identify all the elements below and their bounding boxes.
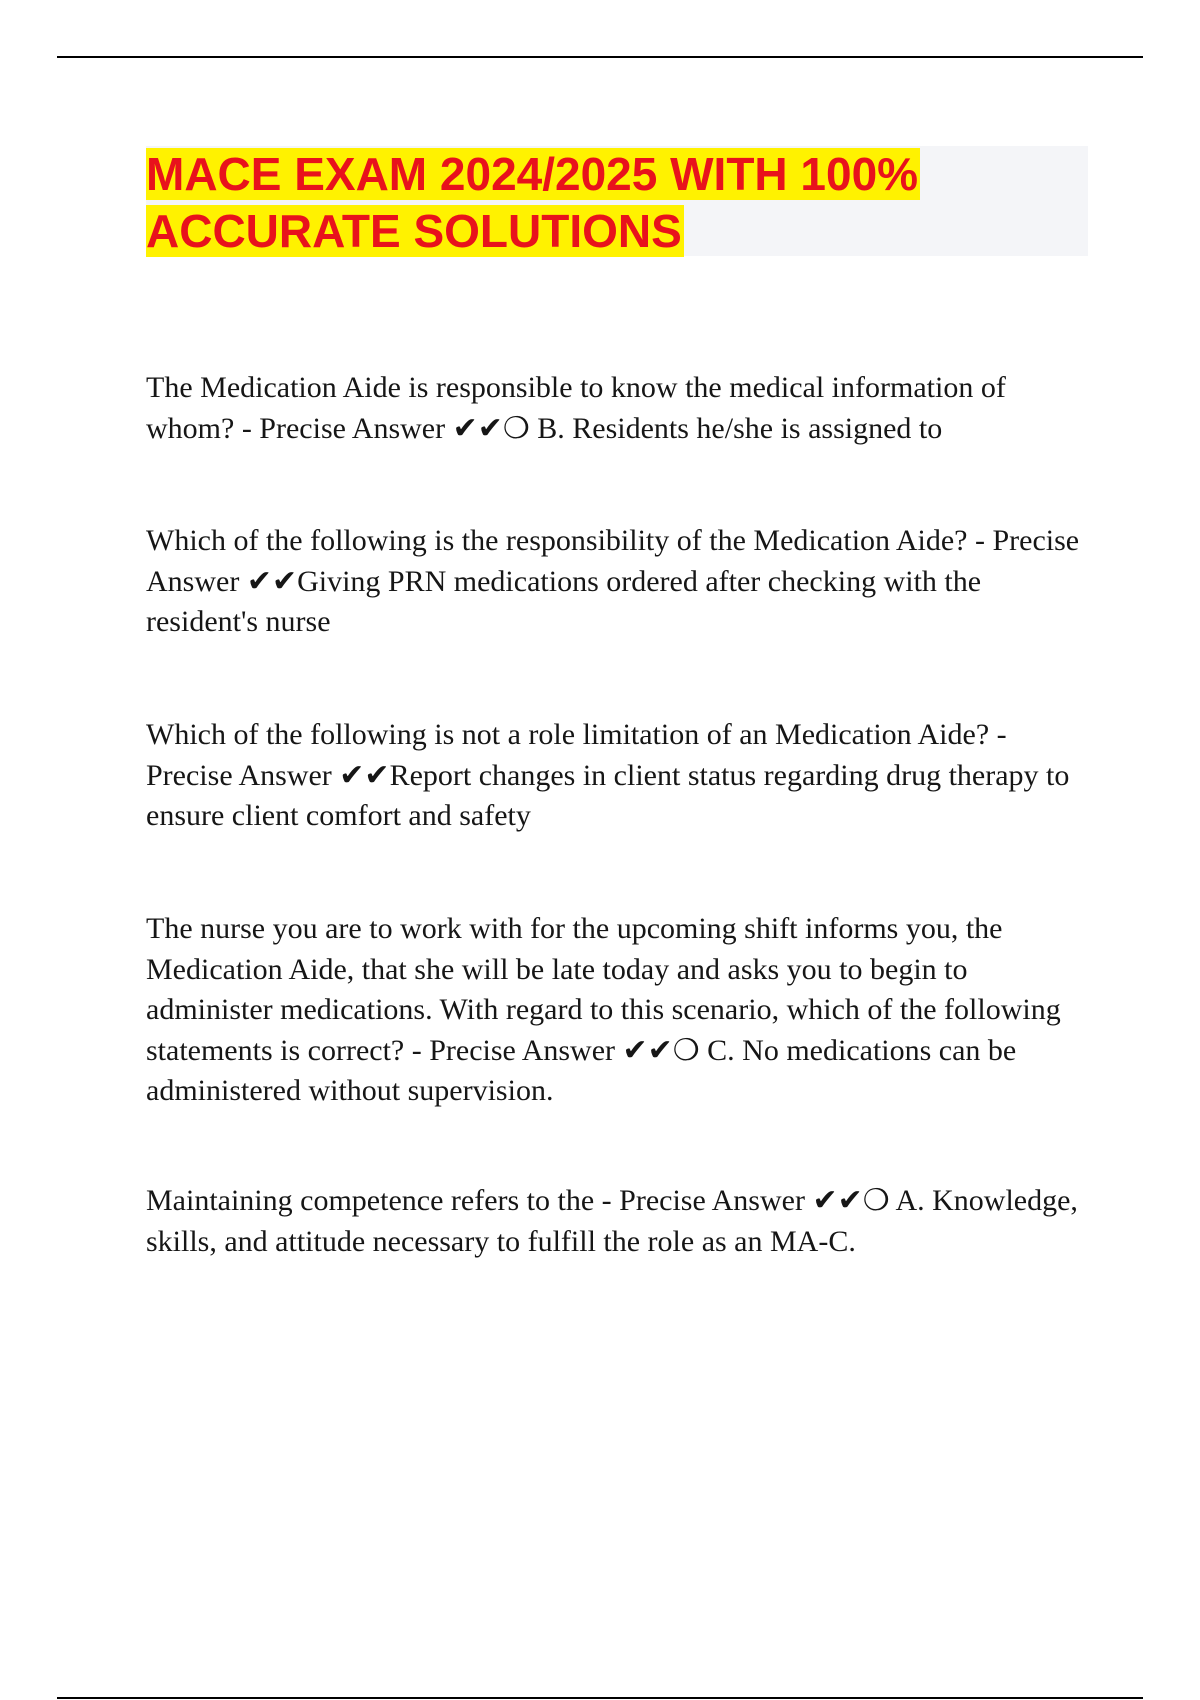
qa-item-1	[146, 368, 1086, 449]
question-text: The Medication Aide is responsible to know the medical information of whom? - Precise Answer	[146, 371, 1006, 445]
question-text: The nurse you are to work with for the upcoming shift informs you, the Medication Aide, that she will be late today and asks you to begin to administer medications. With regard to this scenario, which of the following statements is correct? - Precise Answer	[146, 912, 1061, 1067]
qa-item-3	[146, 715, 1086, 837]
answer-text: ✔✔❍ B. Residents he/she is assigned to	[452, 411, 943, 445]
qa-item-5	[146, 1181, 1086, 1262]
qa-item-4	[146, 909, 1086, 1112]
title-highlight: MACE EXAM 2024/2025 WITH 100% ACCURATE SOLUTIONS	[146, 148, 919, 257]
question-text: Which of the following is not a role limitation of an Medication Aide? - Precise Answer	[146, 718, 1007, 792]
answer-text: ✔✔Report changes in client status regarding drug therapy to ensure client comfort and safety	[146, 758, 1070, 832]
header-rule	[57, 56, 1143, 58]
title-block	[146, 146, 1088, 256]
question-text: Which of the following is the responsibility of the Medication Aide? - Precise Answer	[146, 524, 1080, 598]
question-text: Maintaining competence refers to the - Precise Answer	[146, 1184, 805, 1217]
answer-text: ✔✔❍ A. Knowledge, skills, and attitude necessary to fulfill the role as an MA-C.	[146, 1184, 1078, 1258]
answer-text: ✔✔❍ C. No medications can be administered without supervision.	[146, 1033, 1017, 1107]
footer-rule	[57, 1697, 1143, 1699]
answer-text: ✔✔Giving PRN medications ordered after checking with the resident's nurse	[146, 564, 982, 638]
document-title	[146, 146, 1088, 260]
qa-item-2	[146, 521, 1086, 643]
